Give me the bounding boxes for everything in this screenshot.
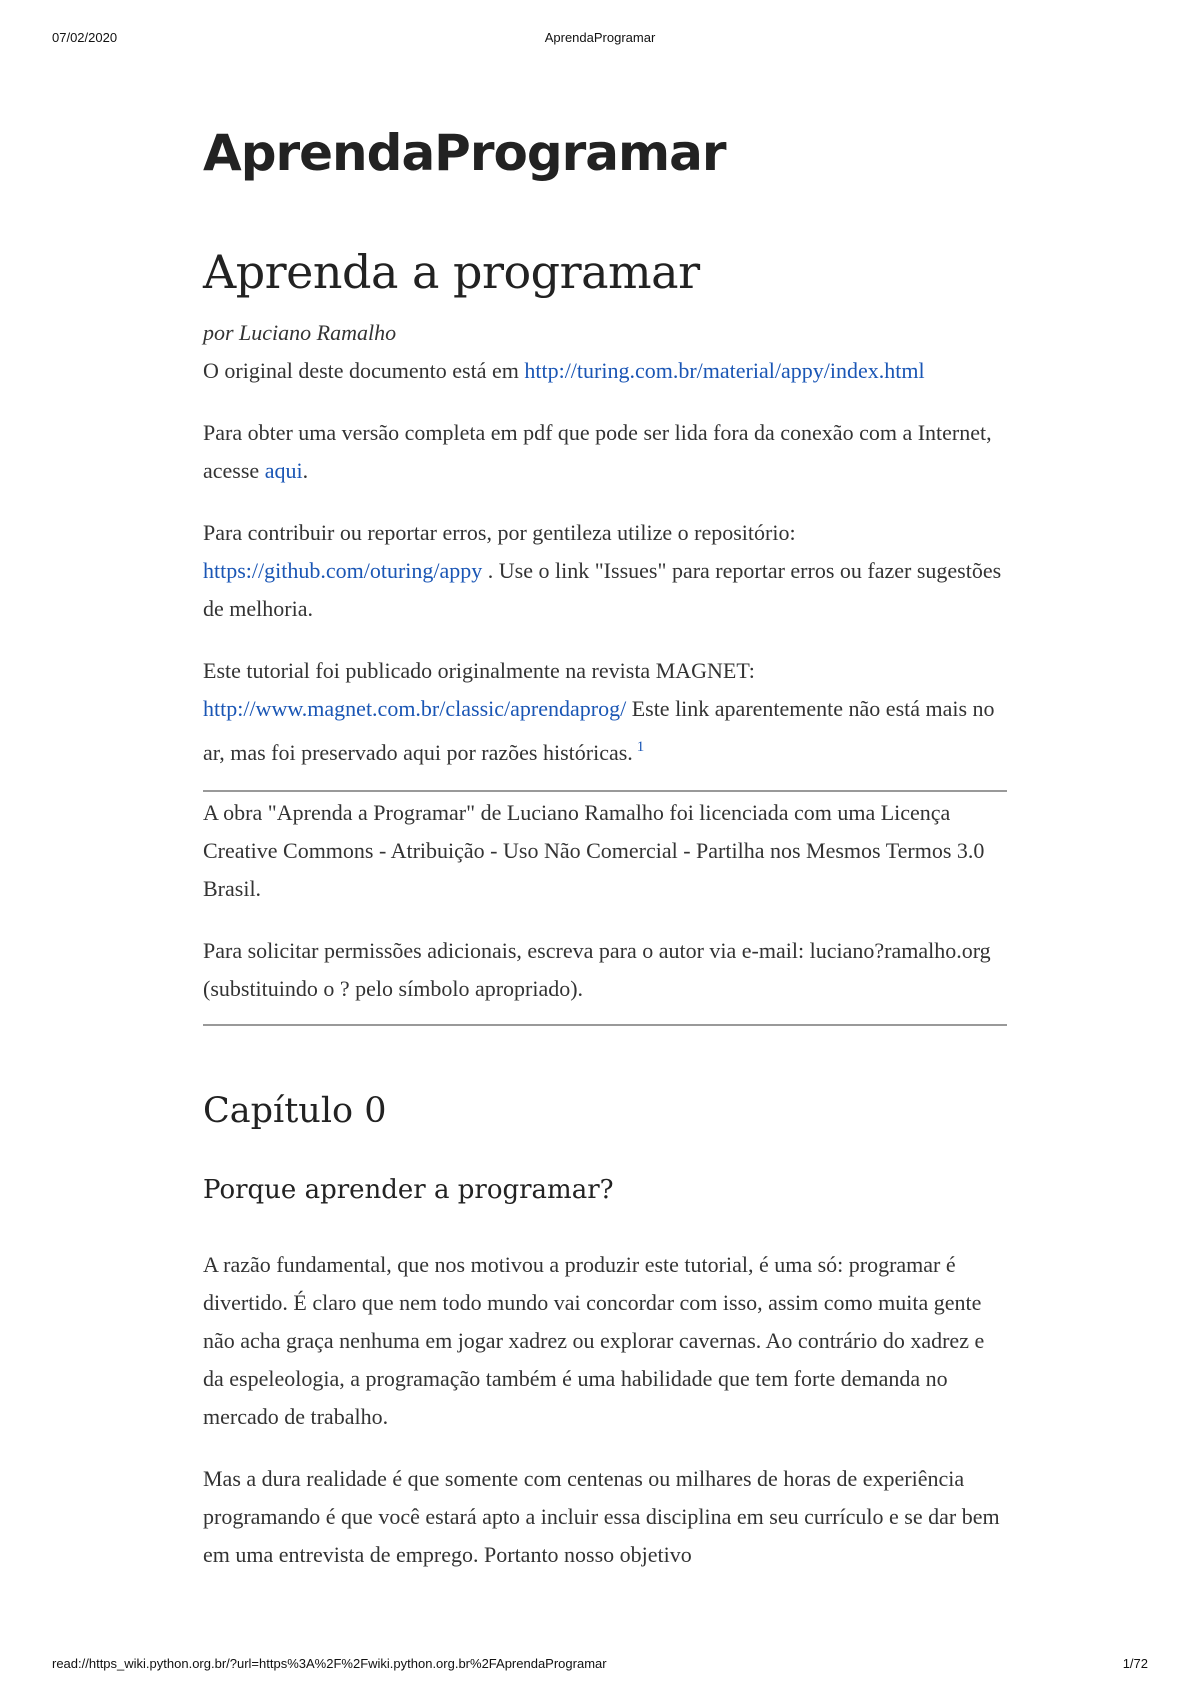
magnet-paragraph: [203, 652, 1007, 772]
byline: por Luciano Ramalho: [203, 320, 397, 345]
contribute-text: Para contribuir ou reportar erros, por gentileza utilize o repositório:: [203, 520, 796, 545]
footnote-link[interactable]: 1: [636, 739, 645, 755]
body-paragraph-2: Mas a dura realidade é que somente com centenas ou milhares de horas de experiência programando é que você estará apto a incluir essa disciplina em seu currículo e se dar bem em uma entrevista de emprego. Portanto nosso objetivo: [203, 1466, 1000, 1567]
magnet-link[interactable]: http://www.magnet.com.br/classic/aprendaprog/: [203, 696, 627, 721]
divider-top: [203, 790, 1007, 792]
section-heading: Porque aprender a programar?: [203, 1175, 614, 1205]
print-footer: [0, 1656, 1200, 1674]
contribute-paragraph: [203, 514, 1007, 628]
pdf-link[interactable]: aqui: [264, 458, 303, 483]
magnet-after: Este link aparentemente não está mais no ar, mas foi preservado aqui por razões históricas.: [203, 696, 995, 765]
permissions-paragraph: Para solicitar permissões adicionais, escreva para o autor via e-mail: luciano?ramalho.org (substituindo o ? pelo símbolo apropriado).: [203, 938, 991, 1001]
github-link[interactable]: https://github.com/oturing/appy: [203, 558, 483, 583]
chapter-heading: Capítulo 0: [203, 1091, 387, 1131]
divider-bottom: [203, 1024, 1007, 1026]
original-text: O original deste documento está em: [203, 358, 525, 383]
page-number: 1/72: [1122, 1656, 1148, 1671]
original-paragraph: [203, 352, 1007, 390]
print-title: AprendaProgramar: [544, 30, 656, 45]
contribute-after: . Use o link "Issues" para reportar erros ou fazer sugestões de melhoria.: [203, 558, 1002, 621]
article-title: Aprenda a programar: [203, 245, 700, 299]
body-paragraph-1: A razão fundamental, que nos motivou a produzir este tutorial, é uma só: programar é divertido. É claro que nem todo mundo vai concordar com isso, assim como muita gente não acha graça nenhuma em jogar xadrez ou explorar cavernas. Ao contrário do xadrez e da espeleologia, a programação também é uma habilidade que tem forte demanda no mercado de trabalho.: [203, 1252, 985, 1429]
print-date: 07/02/2020: [52, 30, 118, 45]
magnet-text: Este tutorial foi publicado originalmente na revista MAGNET:: [203, 658, 755, 683]
print-url: read://https_wiki.python.org.br/?url=https%3A%2F%2Fwiki.python.org.br%2FAprendaProgramar: [52, 1656, 607, 1671]
page-content: [203, 118, 1007, 1598]
site-title: AprendaProgramar: [203, 124, 726, 182]
pdf-after: .: [302, 458, 309, 483]
original-link[interactable]: http://turing.com.br/material/appy/index.html: [524, 358, 925, 383]
pdf-text: Para obter uma versão completa em pdf que pode ser lida fora da conexão com a Internet, acesse: [203, 420, 992, 483]
license-paragraph: A obra "Aprenda a Programar" de Luciano Ramalho foi licenciada com uma Licença Creative Commons - Atribuição - Uso Não Comercial - Partilha nos Mesmos Termos 3.0 Brasil.: [203, 800, 985, 901]
pdf-paragraph: [203, 414, 1007, 490]
print-header: [0, 30, 1200, 48]
